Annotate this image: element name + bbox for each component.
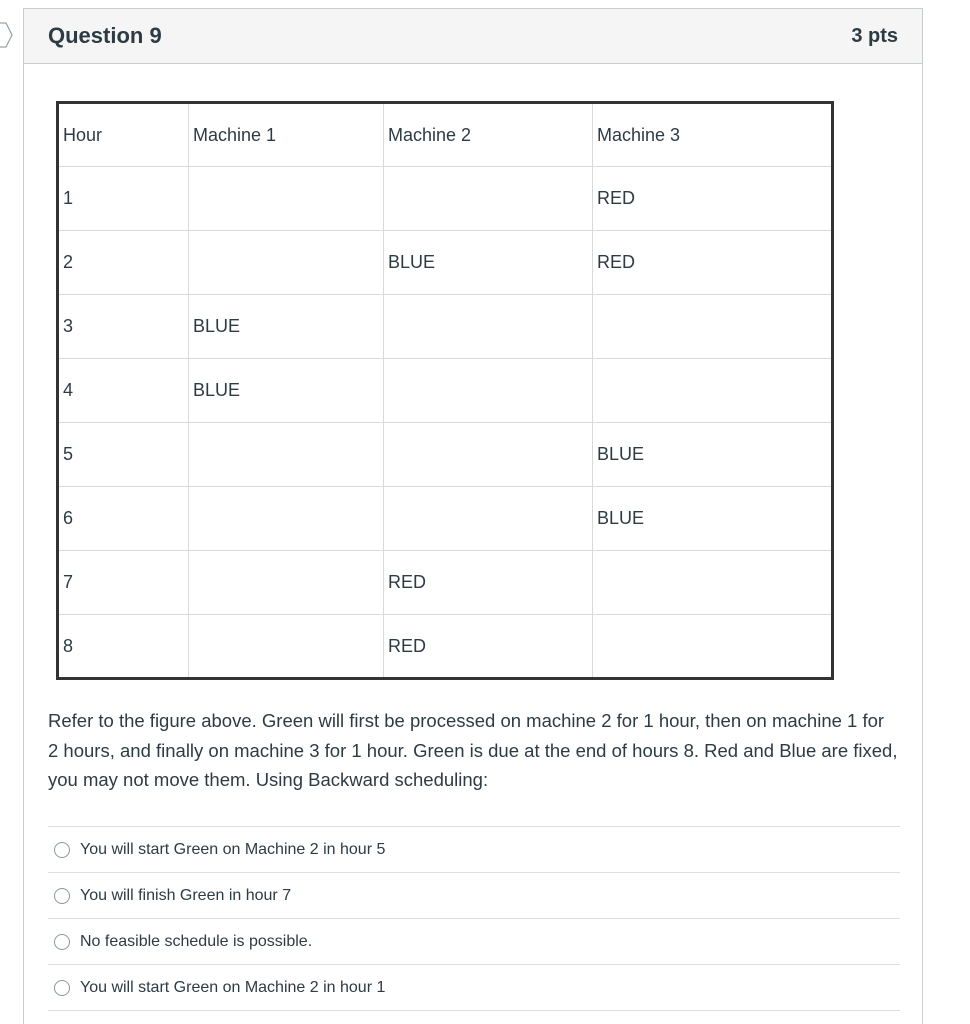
table-row	[58, 359, 833, 423]
cell-hour: 1	[58, 167, 189, 231]
answer-label[interactable]: You will start Green on Machine 2 in hour 1	[80, 978, 386, 996]
radio-button[interactable]	[54, 888, 70, 904]
cell-machine-2	[384, 423, 593, 487]
answer-list	[48, 826, 900, 1011]
table-header-row	[58, 103, 833, 167]
table-row	[58, 487, 833, 551]
schedule-table	[56, 101, 834, 680]
cell-machine-1	[189, 167, 384, 231]
cell-hour: 3	[58, 295, 189, 359]
cell-hour: 5	[58, 423, 189, 487]
answer-label[interactable]: You will finish Green in hour 7	[80, 886, 292, 904]
cell-hour: 8	[58, 615, 189, 679]
cell-machine-3: BLUE	[593, 423, 833, 487]
cell-hour: 4	[58, 359, 189, 423]
question-header	[24, 9, 922, 64]
previous-question-arrow-icon[interactable]	[0, 22, 14, 48]
table-row	[58, 551, 833, 615]
cell-machine-3	[593, 359, 833, 423]
cell-hour: 2	[58, 231, 189, 295]
answer-option-1[interactable]	[48, 827, 900, 873]
table-row	[58, 231, 833, 295]
header-machine-3: Machine 3	[593, 103, 833, 167]
cell-machine-3	[593, 295, 833, 359]
cell-machine-1	[189, 551, 384, 615]
question-prompt: Refer to the figure above. Green will first be processed on machine 2 for 1 hour, then on machine 1 for 2 hours, and finally on machine 3 for 1 hour. Green is due at the end of hours 8. Red and Blue are fixed, you may not move them. Using Backward scheduling:	[48, 710, 898, 790]
answer-option-3[interactable]	[48, 919, 900, 965]
cell-machine-1: BLUE	[189, 295, 384, 359]
cell-machine-2	[384, 359, 593, 423]
question-card	[23, 8, 923, 1024]
cell-machine-2	[384, 487, 593, 551]
cell-machine-3: RED	[593, 231, 833, 295]
cell-machine-2	[384, 295, 593, 359]
answer-option-2[interactable]	[48, 873, 900, 919]
answer-label[interactable]: You will start Green on Machine 2 in hour 5	[80, 840, 386, 858]
question-title: Question 9	[48, 23, 162, 48]
table-row	[58, 423, 833, 487]
cell-machine-3: BLUE	[593, 487, 833, 551]
radio-button[interactable]	[54, 980, 70, 996]
header-machine-1: Machine 1	[189, 103, 384, 167]
answer-label[interactable]: No feasible schedule is possible.	[80, 932, 313, 950]
cell-machine-2	[384, 167, 593, 231]
radio-button[interactable]	[54, 842, 70, 858]
table-row	[58, 167, 833, 231]
cell-machine-3	[593, 615, 833, 679]
cell-machine-1: BLUE	[189, 359, 384, 423]
question-points: 3 pts	[851, 24, 898, 47]
cell-machine-3: RED	[593, 167, 833, 231]
cell-machine-2: BLUE	[384, 231, 593, 295]
table-row	[58, 615, 833, 679]
cell-machine-1	[189, 487, 384, 551]
table-row	[58, 295, 833, 359]
cell-machine-2: RED	[384, 615, 593, 679]
cell-machine-2: RED	[384, 551, 593, 615]
header-hour: Hour	[58, 103, 189, 167]
cell-machine-1	[189, 615, 384, 679]
radio-button[interactable]	[54, 934, 70, 950]
cell-hour: 6	[58, 487, 189, 551]
cell-hour: 7	[58, 551, 189, 615]
answer-option-4[interactable]	[48, 965, 900, 1011]
header-machine-2: Machine 2	[384, 103, 593, 167]
cell-machine-1	[189, 423, 384, 487]
cell-machine-3	[593, 551, 833, 615]
cell-machine-1	[189, 231, 384, 295]
